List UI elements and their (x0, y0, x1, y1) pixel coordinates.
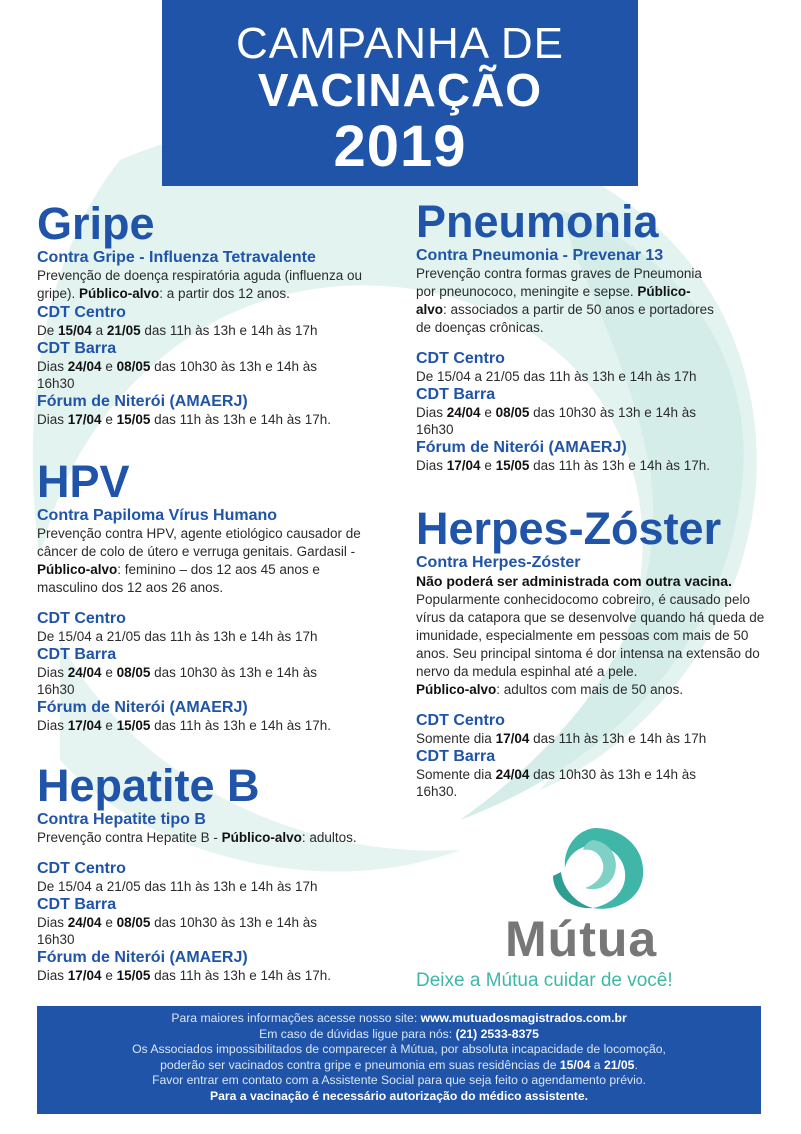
hpv-schedule-centro: De 15/04 a 21/05 das 11h às 13h e 14h às 17h (37, 629, 318, 644)
mutua-swirl-icon (505, 820, 685, 915)
gripe-description: Prevenção de doença respiratória aguda (influenza ou gripe). Público-alvo: a partir dos 12 anos. (37, 268, 362, 301)
footer-phone-line: Em caso de dúvidas ligue para nós: (21) 2533-8375 (259, 1026, 539, 1041)
footer-note-3: Favor entrar em contato com a Assistente Social para que seja feito o agendamento prévio. (152, 1073, 646, 1087)
gripe-schedule-barra: Dias 24/04 e 08/05 das 10h30 às 13h e 14h às 16h30 (37, 359, 318, 391)
pneumonia-schedule-centro: De 15/04 a 21/05 das 11h às 13h e 14h às 17h (416, 369, 697, 384)
pneumonia-subtitle: Contra Pneumonia - Prevenar 13 (416, 247, 664, 264)
hepatite-schedule-centro: De 15/04 a 21/05 das 11h às 13h e 14h às 17h (37, 879, 318, 894)
hepatite-location-centro: CDT Centro (37, 860, 126, 877)
footer-note-4: Para a vacinação é necessário autorização do médico assistente. (210, 1088, 588, 1103)
hepatite-section (37, 762, 382, 984)
header-year: 2019 (333, 114, 467, 179)
hpv-schedule-niteroi: Dias 17/04 e 15/05 das 11h às 13h e 14h às 17h. (37, 718, 332, 733)
pneumonia-location-centro: CDT Centro (416, 350, 505, 367)
gripe-subtitle: Contra Gripe - Influenza Tetravalente (37, 249, 316, 266)
herpes-section (416, 505, 771, 800)
herpes-location-centro: CDT Centro (416, 712, 505, 729)
hepatite-description: Prevenção contra Hepatite B - Público-alvo: adultos. (37, 830, 357, 845)
gripe-schedule-niteroi: Dias 17/04 e 15/05 das 11h às 13h e 14h às 17h. (37, 412, 332, 427)
gripe-location-niteroi: Fórum de Niterói (AMAERJ) (37, 393, 248, 410)
pneumonia-title: Pneumonia (416, 196, 659, 247)
hepatite-subtitle: Contra Hepatite tipo B (37, 811, 206, 828)
hepatite-schedule-barra: Dias 24/04 e 08/05 das 10h30 às 13h e 14h às 16h30 (37, 915, 318, 947)
pneumonia-location-niteroi: Fórum de Niterói (AMAERJ) (416, 439, 627, 456)
mutua-tagline: Deixe a Mútua cuidar de você! (416, 970, 673, 991)
pneumonia-schedule-niteroi: Dias 17/04 e 15/05 das 11h às 13h e 14h às 17h. (416, 458, 711, 473)
pneumonia-description: Prevenção contra formas graves de Pneumonia por pneunococo, meningite e sepse. Público-alvo: associados a partir de 50 anos e portadores de doenças crônicas. (416, 266, 714, 335)
hpv-title: HPV (37, 456, 130, 507)
footer-site-link[interactable]: www.mutuadosmagistrados.com.br (420, 1011, 627, 1025)
hpv-section (37, 458, 382, 734)
hepatite-schedule-niteroi: Dias 17/04 e 15/05 das 11h às 13h e 14h às 17h. (37, 968, 332, 983)
footer-site-line: Para maiores informações acesse nosso site: www.mutuadosmagistrados.com.br (171, 1011, 627, 1025)
mutua-logo (505, 820, 685, 920)
hpv-location-niteroi: Fórum de Niterói (AMAERJ) (37, 699, 248, 716)
pneumonia-section (416, 198, 766, 474)
hpv-location-barra: CDT Barra (37, 646, 117, 663)
info-footer (37, 1006, 761, 1114)
herpes-subtitle: Contra Herpes-Zóster (416, 554, 581, 571)
hpv-location-centro: CDT Centro (37, 610, 126, 627)
header-line-1: CAMPANHA DE (235, 19, 565, 68)
campaign-header (162, 0, 638, 186)
hepatite-title: Hepatite B (37, 760, 260, 811)
hepatite-location-niteroi: Fórum de Niterói (AMAERJ) (37, 949, 248, 966)
herpes-title: Herpes-Zóster (416, 503, 722, 554)
footer-note-2: poderão ser vacinados contra gripe e pneumonia em suas residências de 15/04 a 21/05. (160, 1057, 638, 1072)
hepatite-location-barra: CDT Barra (37, 896, 117, 913)
footer-phone[interactable]: (21) 2533-8375 (455, 1026, 539, 1041)
footer-note-1: Os Associados impossibilitados de comparecer à Mútua, por absoluta incapacidade de locomoção, (132, 1042, 666, 1056)
gripe-location-barra: CDT Barra (37, 340, 117, 357)
herpes-schedule-centro: Somente dia 17/04 das 11h às 13h e 14h às 17h (416, 731, 707, 746)
herpes-location-barra: CDT Barra (416, 748, 496, 765)
pneumonia-schedule-barra: Dias 24/04 e 08/05 das 10h30 às 13h e 14h às 16h30 (416, 405, 697, 437)
herpes-schedule-barra: Somente dia 24/04 das 10h30 às 13h e 14h às 16h30. (416, 767, 696, 799)
gripe-section (37, 200, 382, 428)
hpv-description: Prevenção contra HPV, agente etiológico causador de câncer de colo de útero e verruga genitais. Gardasil - Público-alvo: feminino – dos 12 aos 45 anos e masculino dos 12 aos 26 anos. (37, 526, 361, 595)
gripe-location-centro: CDT Centro (37, 304, 126, 321)
mutua-wordmark: Mútua (505, 911, 658, 967)
hpv-subtitle: Contra Papiloma Vírus Humano (37, 507, 278, 524)
gripe-schedule-centro: De 15/04 a 21/05 das 11h às 13h e 14h às 17h (37, 323, 318, 338)
header-line-2: VACINAÇÃO (257, 64, 543, 116)
gripe-title: Gripe (37, 198, 155, 249)
hpv-schedule-barra: Dias 24/04 e 08/05 das 10h30 às 13h e 14h às 16h30 (37, 665, 318, 697)
pneumonia-location-barra: CDT Barra (416, 386, 496, 403)
herpes-description: Não poderá ser administrada com outra vacina. Popularmente conhecidocomo cobreiro, é causado pelo vírus da catapora que se desenvolve quando há queda de imunidade, especialmente em pessoas com mais de 50 anos. Seu principal sintoma é dor intensa na extensão do nervo da medula espinhal até a pele. Público-alvo: adultos com mais de 50 anos. (416, 573, 765, 697)
